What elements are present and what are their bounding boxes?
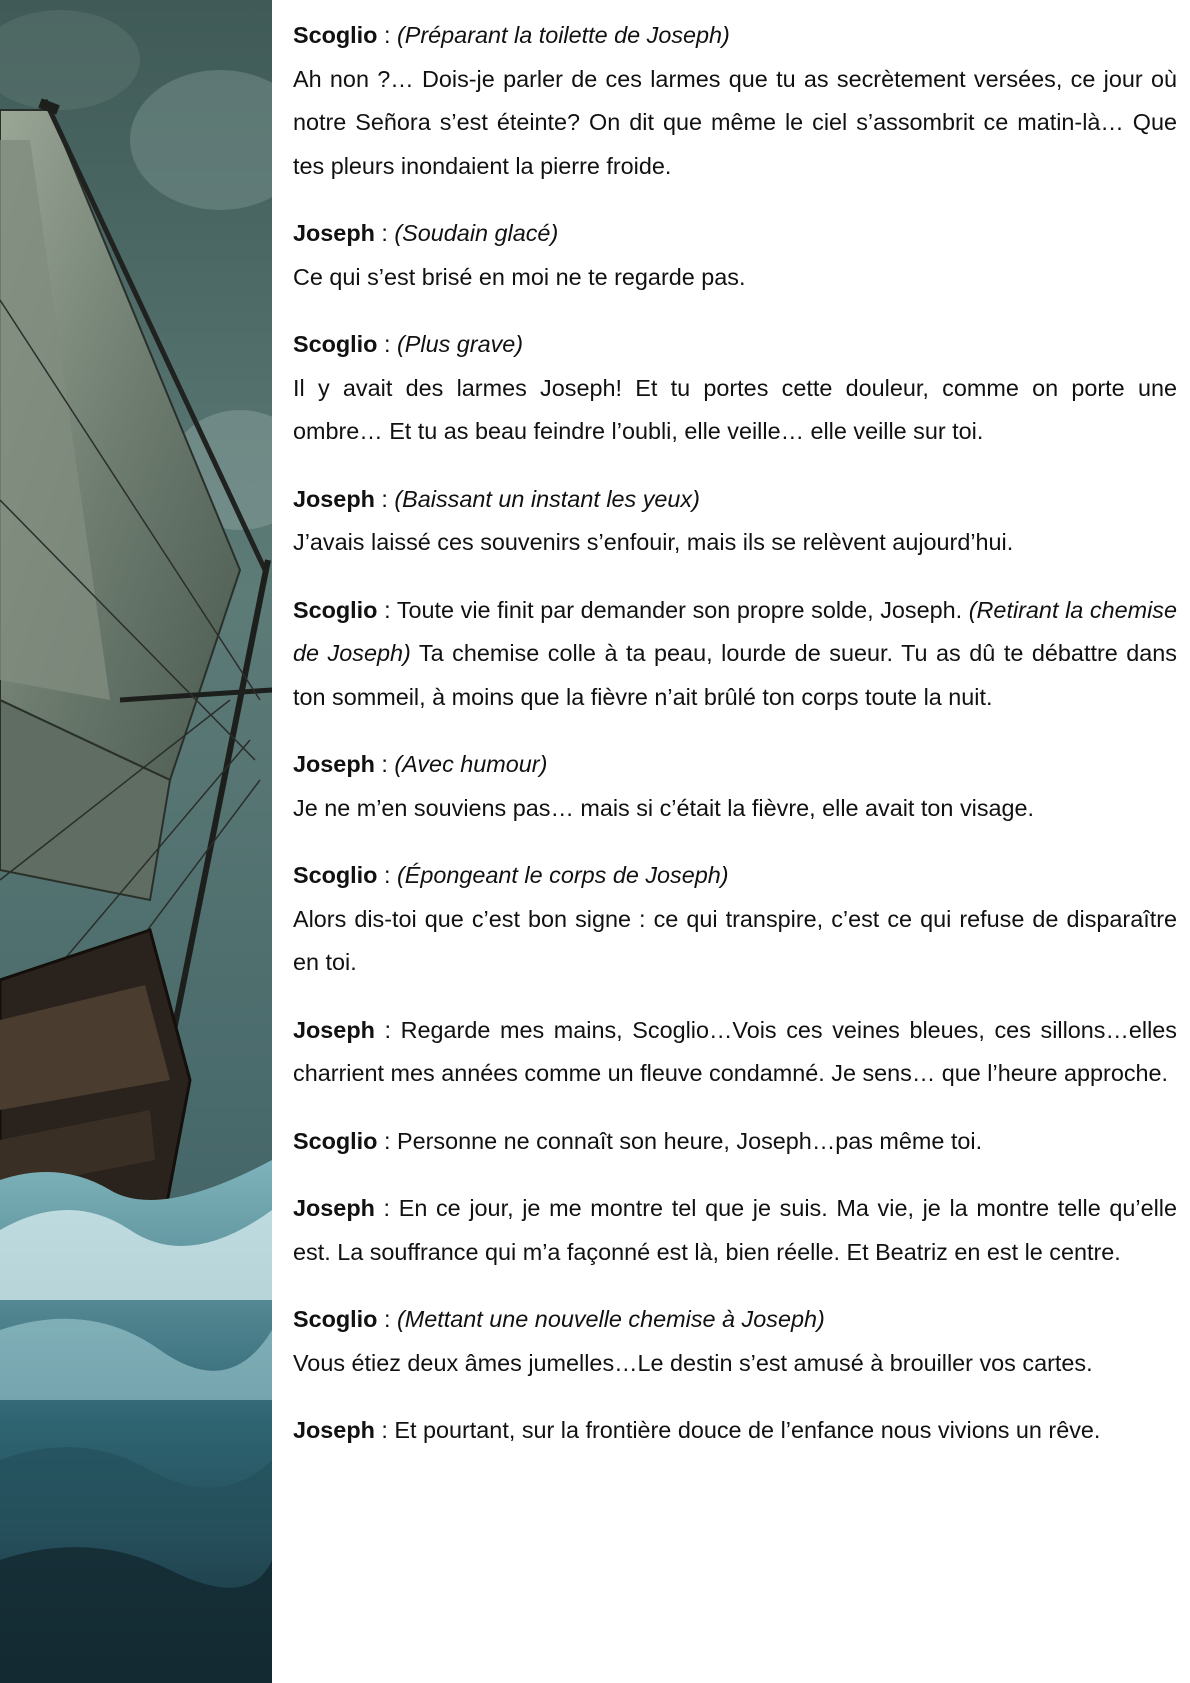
stage-direction: (Préparant la toilette de Joseph) [396, 22, 730, 48]
dialogue-line: Personne ne connaît son heure, Joseph…pas même toi. [396, 1127, 983, 1154]
dialogue-line: Toute vie finit par demander son propre solde, Joseph. [396, 596, 963, 623]
stage-direction: (Retirant la chemise de Joseph) [293, 596, 1177, 666]
speaker-name: Joseph [293, 751, 375, 777]
dialogue-entry [293, 1187, 1177, 1274]
dialogue-line: Ah non ?… Dois-je parler de ces larmes que tu as secrètement versées, ce jour où notre Señora s’est éteinte? On dit que même le ciel s’assombrit ce matin-là… Que tes pleurs inondaient la pierre froide. [293, 65, 1177, 179]
dialogue-entry [293, 478, 1177, 565]
speaker-separator: : [377, 22, 397, 48]
stage-direction: (Avec humour) [394, 751, 548, 777]
dialogue-line: J’avais laissé ces souvenirs s’enfouir, mais ils se relèvent aujourd’hui. [293, 529, 1014, 555]
dialogue-entry [293, 1409, 1177, 1453]
dialogue-line: Ta chemise colle à ta peau, lourde de sueur. Tu as dû te débattre dans ton sommeil, à moins que la fièvre n’ait brûlé ton corps toute la nuit. [293, 640, 1178, 710]
speaker-separator: : [377, 596, 397, 623]
speaker-separator: : [374, 485, 395, 512]
speaker-separator: : [377, 331, 397, 357]
speaker-name: Scoglio [293, 22, 378, 48]
dialogue-entry [293, 1009, 1177, 1096]
speaker-separator: : [374, 1417, 395, 1443]
sailing-ship-icon [0, 0, 272, 1683]
dialogue-entry [293, 212, 1177, 299]
stage-direction: (Épongeant le corps de Joseph) [396, 862, 729, 888]
dialogue-line: Je ne m’en souviens pas… mais si c’était la fièvre, elle avait ton visage. [293, 794, 1035, 821]
speaker-name: Joseph [293, 485, 375, 512]
dialogue-line: Et pourtant, sur la frontière douce de l’enfance nous vivions un rêve. [394, 1417, 1101, 1443]
speaker-separator: : [374, 1195, 399, 1221]
dialogue-entry [293, 1120, 1177, 1164]
dialogue-entry [293, 14, 1177, 188]
dialogue-text [293, 14, 1177, 1453]
speaker-name: Scoglio [293, 331, 378, 357]
dialogue-entry [293, 589, 1177, 720]
speaker-separator: : [374, 751, 395, 777]
dialogue-line: Ce qui s’est brisé en moi ne te regarde pas. [293, 263, 746, 290]
speaker-separator: : [377, 1127, 397, 1154]
dialogue-entry [293, 743, 1177, 830]
speaker-name: Scoglio [293, 1306, 378, 1332]
speaker-name: Joseph [293, 1195, 375, 1221]
speaker-separator: : [374, 220, 395, 246]
speaker-name: Scoglio [293, 1127, 378, 1154]
dialogue-line: Regarde mes mains, Scoglio…Vois ces veines bleues, ces sillons…elles charrient mes années comme un fleuve condamné. Je sens… que l’heure approche. [293, 1016, 1177, 1086]
dialogue-entry [293, 323, 1177, 454]
speaker-name: Joseph [293, 220, 375, 246]
speaker-separator: : [377, 1306, 397, 1332]
dialogue-line: Alors dis-toi que c’est bon signe : ce qui transpire, c’est ce qui refuse de disparaître en toi. [293, 905, 1177, 975]
dialogue-entry [293, 854, 1177, 985]
ship-illustration [0, 0, 272, 1683]
dialogue-entry [293, 1298, 1177, 1385]
speaker-name: Scoglio [293, 862, 378, 888]
stage-direction: (Soudain glacé) [394, 220, 559, 246]
stage-direction: (Mettant une nouvelle chemise à Joseph) [396, 1306, 825, 1332]
stage-direction: (Plus grave) [396, 331, 524, 357]
dialogue-line: En ce jour, je me montre tel que je suis. Ma vie, je la montre telle qu’elle est. La souffrance qui m’a façonné est là, bien réelle. Et Beatriz en est le centre. [293, 1195, 1177, 1265]
stage-direction: (Baissant un instant les yeux) [394, 485, 700, 512]
speaker-name: Joseph [293, 1016, 375, 1043]
speaker-separator: : [374, 1016, 401, 1043]
speaker-name: Scoglio [293, 596, 378, 623]
dialogue-line: Il y avait des larmes Joseph! Et tu portes cette douleur, comme on porte une ombre… Et tu as beau feindre l’oubli, elle veille… elle veille sur toi. [293, 374, 1177, 444]
dialogue-line: Vous étiez deux âmes jumelles…Le destin s’est amusé à brouiller vos cartes. [293, 1349, 1093, 1376]
speaker-name: Joseph [293, 1417, 375, 1443]
speaker-separator: : [377, 862, 397, 888]
